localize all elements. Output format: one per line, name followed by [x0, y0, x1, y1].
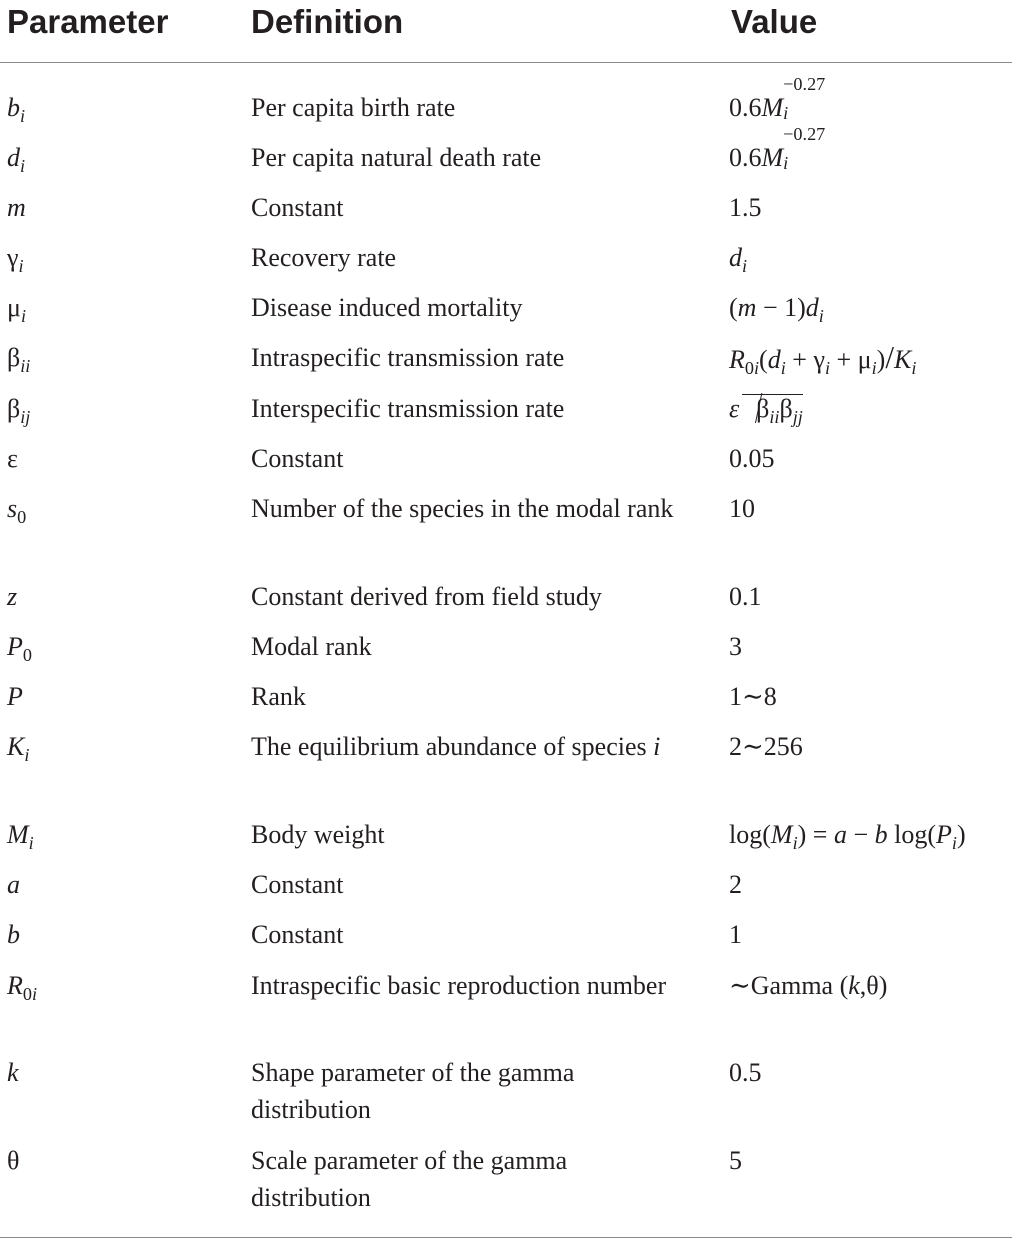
value-exponent: [783, 74, 849, 124]
param-cell: P: [7, 682, 23, 711]
definition-cell: Modal rank: [251, 632, 372, 661]
value-symbol: M: [761, 93, 784, 122]
definition-cell: Per capita birth rate: [251, 93, 456, 122]
param-cell: k: [7, 1058, 19, 1087]
param-cell: θ: [7, 1146, 20, 1175]
param-cell: z: [7, 582, 18, 611]
sqrt-symbol: $\beta_{ii}\beta_{jj}$: [742, 394, 803, 422]
header-parameter: Parameter: [7, 3, 169, 40]
value-cell: $R_{0i}(d_i + \gamma_i + \mu_i)/K_i$: [729, 340, 917, 379]
definition-cell: Disease induced mortality: [251, 293, 523, 322]
definition-cell: Body weight: [251, 820, 385, 849]
value-base: 0.6: [729, 93, 762, 122]
value-sub: i: [783, 103, 789, 124]
definition-cell: Constant derived from field study: [251, 582, 602, 611]
value-base: 0.6: [729, 143, 762, 172]
value-symbol: M: [761, 143, 784, 172]
value-cell: 0.05: [729, 444, 775, 473]
param-cell: $\beta_{ii}$: [7, 343, 31, 377]
table-header: [0, 0, 1017, 62]
value-text-end: ,θ): [859, 971, 888, 1000]
value-italic: k: [848, 971, 860, 1000]
value-sub: i: [783, 153, 789, 174]
definition-cell: Constant: [251, 444, 344, 473]
definition-cell: Constant: [251, 193, 344, 222]
param-cell: $s_0$: [7, 494, 27, 528]
value-cell: 1: [729, 920, 742, 949]
value-cell: 0.5: [729, 1058, 762, 1087]
value-sup: −0.27: [783, 124, 826, 145]
param-cell: ε: [7, 444, 18, 473]
value-cell: 0.1: [729, 582, 762, 611]
header-rule: [0, 62, 1012, 63]
value-cell: [729, 124, 1017, 176]
definition-cell: Scale parameter of the gamma distribution: [251, 1146, 568, 1212]
definition-cell: Intraspecific transmission rate: [251, 343, 565, 372]
definition-cell: [251, 728, 691, 765]
param-cell: $\mu_i$: [7, 293, 27, 327]
header-definition: Definition: [251, 3, 404, 40]
param-cell: $R_{0i}$: [7, 971, 38, 1005]
value-exponent: [783, 124, 849, 174]
definition-cell: Constant: [251, 870, 344, 899]
param-cell: $M_i$: [7, 820, 34, 854]
value-cell: [729, 74, 1017, 126]
definition-text: The equilibrium abundance of species: [251, 732, 654, 761]
param-cell: a: [7, 870, 20, 899]
value-cell: 1∼8: [729, 682, 777, 711]
param-cell: $\beta_{ij}$: [7, 394, 31, 428]
definition-cell: Constant: [251, 920, 344, 949]
value-cell: 10: [729, 494, 755, 523]
param-cell: $d_i$: [7, 143, 26, 177]
value-cell: 2: [729, 870, 742, 899]
definition-cell: Interspecific transmission rate: [251, 394, 565, 423]
definition-cell: Rank: [251, 682, 306, 711]
definition-cell: Intraspecific basic reproduction number: [251, 971, 667, 1000]
value-sup: −0.27: [783, 74, 826, 95]
param-cell: b: [7, 920, 20, 949]
param-cell: $P_0$: [7, 632, 32, 666]
value-cell: $\log(M_i) = a - b$ $\log(P_i)$: [729, 820, 966, 854]
value-cell: $d_i$: [729, 243, 748, 277]
value-cell: [729, 967, 1017, 1004]
param-cell: $\gamma_i$: [7, 243, 24, 277]
value-cell: $(m - 1)d_i$: [729, 293, 824, 327]
definition-italic: i: [653, 732, 661, 761]
value-cell: 5: [729, 1146, 742, 1175]
definition-cell: Recovery rate: [251, 243, 397, 272]
value-cell: ε $\beta_{ii}\beta_{jj}$: [729, 394, 803, 428]
value-cell: 3: [729, 632, 742, 661]
value-cell: 1.5: [729, 193, 762, 222]
value-text: ∼Gamma (: [729, 971, 849, 1000]
param-cell: m: [7, 193, 26, 222]
value-cell: 2∼256: [729, 732, 803, 761]
param-cell: $K_i$: [7, 732, 30, 766]
header-value: Value: [731, 3, 818, 40]
definition-cell: Per capita natural death rate: [251, 143, 542, 172]
param-cell: $b_i$: [7, 93, 26, 127]
bottom-rule: [0, 1237, 1012, 1238]
definition-cell: Number of the species in the modal rank: [251, 494, 674, 523]
definition-cell: Shape parameter of the gamma distribution: [251, 1058, 575, 1124]
